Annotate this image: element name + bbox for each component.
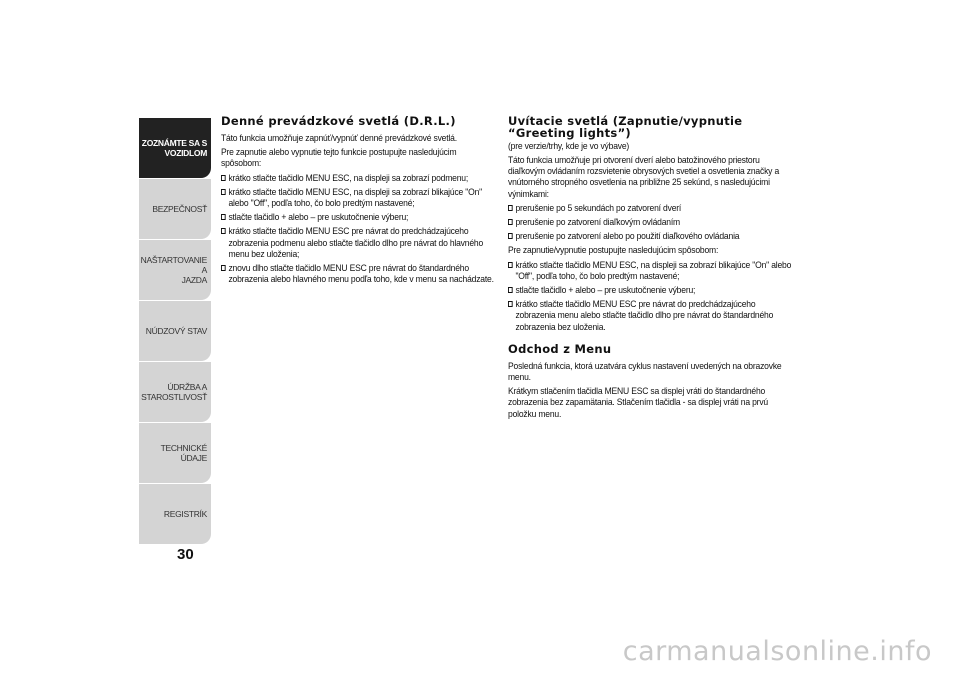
list-item (508, 217, 795, 228)
paragraph: Táto funkcia umožňuje zapnúť/vypnúť denné prevádzkové svetlá. (221, 133, 457, 143)
checkbox-bullet-icon (508, 287, 513, 293)
list-item (508, 231, 795, 242)
list-item-text: prerušenie po zatvorení alebo po použití diaľkového ovládania (515, 231, 740, 242)
list-item-text: prerušenie po zatvorení diaľkovým ovládaním (515, 217, 680, 228)
list-item (508, 260, 795, 282)
checkbox-bullet-icon (508, 233, 513, 239)
chapter-tabs (139, 117, 211, 544)
section-title-greeting-lights: Uvítacie svetlá (Zapnutie/vypnutie “Greeting lights”) (508, 114, 743, 140)
list-item-text: krátko stlačte tlačidlo MENU ESC, na displeji sa zobrazí blikajúce "On" alebo "Off", podľa toho, čo bolo predtým nastavené; (228, 186, 483, 209)
checkbox-bullet-icon (508, 262, 513, 268)
paragraph: Táto funkcia umožňuje pri otvorení dverí alebo batožinového priestoru diaľkovým ovládaním rozsvietenie obrysových svetiel a osvetlenia značky a vnútorného stropného osvetlenia na približne 25 sekúnd, s nasledujúcimi výnimkami: (508, 155, 780, 199)
list-item (221, 187, 502, 209)
list-item-text: stlačte tlačidlo + alebo – pre uskutočnenie výberu; (228, 212, 409, 223)
tab-nudzovy-stav[interactable] (139, 300, 211, 361)
list-item-text: stlačte tlačidlo + alebo – pre uskutočnenie výberu; (515, 285, 696, 296)
tab-label: NÚDZOVÝ STAV (145, 326, 207, 336)
checkbox-bullet-icon (221, 265, 226, 271)
tab-registrik[interactable] (139, 483, 211, 544)
list-item (221, 263, 502, 285)
paragraph: Posledná funkcia, ktorá uzatvára cyklus nastavení uvedených na obrazovke menu. (508, 360, 782, 383)
section-title-drl: Denné prevádzkové svetlá (D.R.L.) (221, 114, 456, 128)
list-item-text: znovu dlho stlačte tlačidlo MENU ESC pre návrat do štandardného zobrazenia alebo hlavného menu podľa toho, kde v menu sa nachádzate. (228, 263, 494, 285)
section-title-menu-exit: Odchod z Menu (508, 341, 612, 356)
list-item (221, 212, 502, 223)
checkbox-bullet-icon (508, 219, 513, 225)
list-item-text: krátko stlačte tlačidlo MENU ESC pre návrat do predchádzajúceho zobrazenia menu alebo stlačte tlačidlo dlho pre návrat do štandardného zobrazenia bez uloženia. (515, 299, 774, 332)
availability-note: (pre verzie/trhy, kde je vo výbave) (508, 141, 630, 151)
tab-label: NAŠTARTOVANIE A JAZDA (140, 255, 207, 285)
list-item (508, 299, 795, 333)
tab-zoznamte-sa[interactable] (139, 117, 211, 178)
watermark: carmanualsonline.info (622, 636, 932, 667)
tab-bezpecnost[interactable] (139, 178, 211, 239)
right-column (508, 114, 792, 423)
list-item-text: krátko stlačte tlačidlo MENU ESC, na displeji sa zobrazí blikajúce "On" alebo "Off", podľa toho, čo bolo predtým nastavené; (515, 259, 792, 281)
list-item-text: prerušenie po 5 sekundách po zatvorení dverí (515, 202, 682, 213)
tab-label: TECHNICKÉ ÚDAJE (160, 443, 207, 463)
checkbox-bullet-icon (221, 175, 226, 181)
paragraph: Pre zapnutie alebo vypnutie tejto funkcie postupujte nasledujúcim spôsobom: (221, 147, 457, 169)
tab-label: ÚDRŽBA A STAROSTLIVOSŤ (141, 382, 207, 402)
list-item (221, 226, 502, 260)
checkbox-bullet-icon (221, 214, 226, 220)
left-column (221, 115, 493, 288)
checkbox-bullet-icon (508, 301, 513, 307)
paragraph: Krátkym stlačením tlačidla MENU ESC sa displej vráti do štandardného zobrazenia bez zapamätania. Stlačením tlačidla - sa displej vráti na prvú položku menu. (508, 386, 768, 419)
list-item-text: krátko stlačte tlačidlo MENU ESC pre návrat do predchádzajúceho zobrazenia podmenu alebo stlačte tlačidlo dlho pre návrat do hlavného menu bez uloženia; (228, 226, 484, 259)
list-item (508, 285, 795, 296)
list-item (221, 173, 502, 184)
list-item-text: krátko stlačte tlačidlo MENU ESC, na displeji sa zobrazí podmenu; (228, 172, 469, 183)
tab-technicke-udaje[interactable] (139, 422, 211, 483)
checkbox-bullet-icon (221, 189, 226, 195)
checkbox-bullet-icon (508, 205, 513, 211)
tab-udrzba[interactable] (139, 361, 211, 422)
page-number: 30 (177, 546, 194, 563)
tab-label: ZOZNÁMTE SA S VOZIDLOM (141, 138, 207, 158)
tab-label: REGISTRÍK (163, 509, 207, 519)
list-item (508, 203, 795, 214)
tab-label: BEZPEČNOSŤ (152, 204, 207, 214)
checkbox-bullet-icon (221, 228, 226, 234)
paragraph: Pre zapnutie/vypnutie postupujte nasledujúcim spôsobom: (508, 245, 719, 256)
tab-nastartovanie[interactable] (139, 239, 211, 300)
